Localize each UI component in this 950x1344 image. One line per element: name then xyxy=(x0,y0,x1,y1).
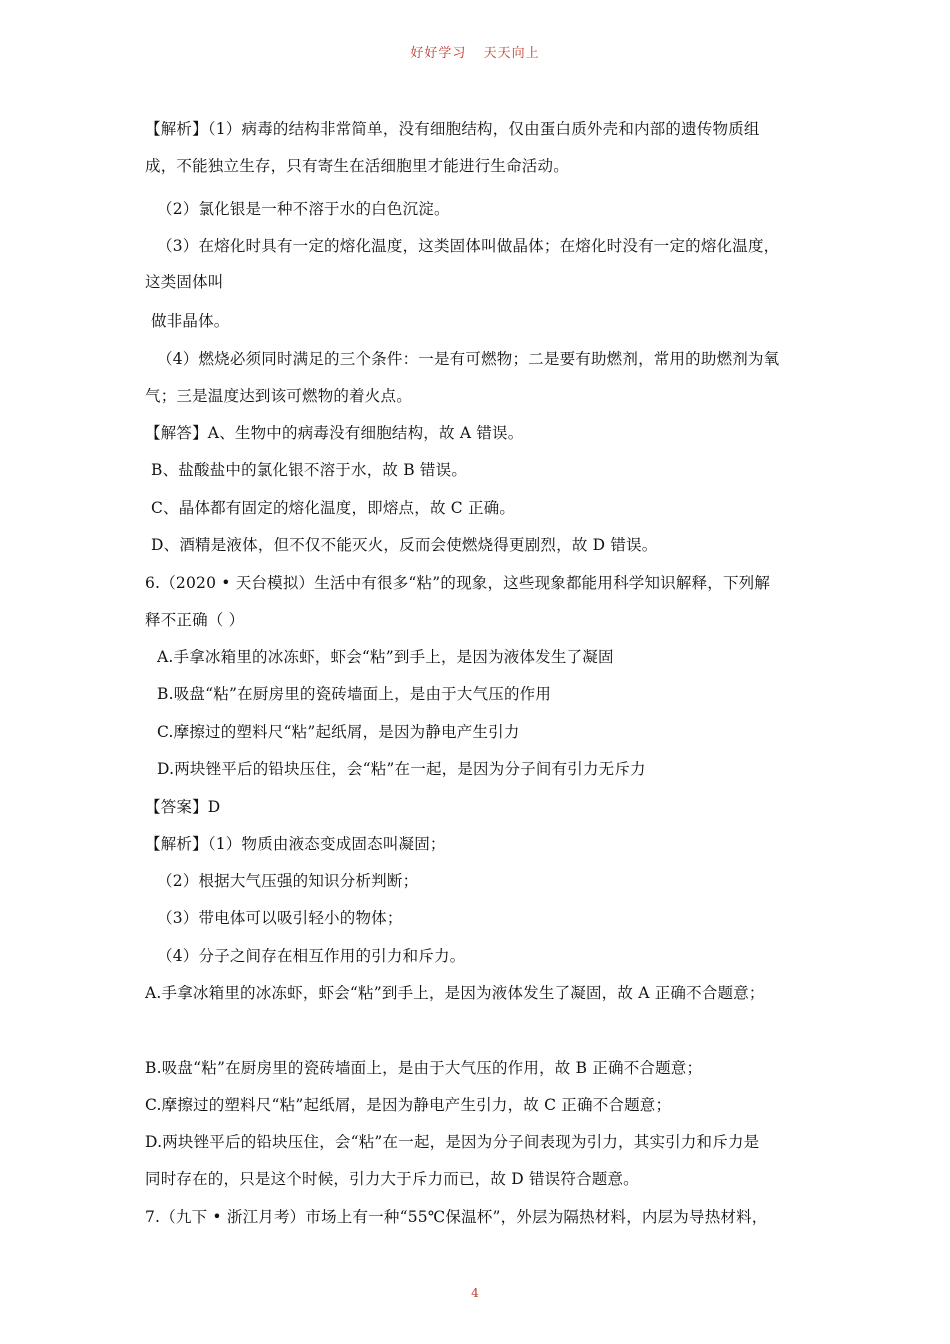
answer-line: 【答案】D xyxy=(145,798,221,816)
text-line: （2）氯化银是一种不溶于水的白色沉淀。 xyxy=(157,200,450,218)
question-6-line: 释不正确（ ） xyxy=(145,611,245,629)
text-line: 【解析】（1）病毒的结构非常简单，没有细胞结构，仅由蛋白质外壳和内部的遗传物质组 xyxy=(145,120,760,138)
text-line: D、酒精是液体，但不仅不能灭火，反而会使燃烧得更剧烈，故 D 错误。 xyxy=(151,536,658,554)
option-d: D.两块锉平后的铅块压住，会“粘”在一起，是因为分子间有引力无斥力 xyxy=(157,760,646,778)
option-c: C.摩擦过的塑料尺“粘”起纸屑，是因为静电产生引力 xyxy=(157,723,520,741)
text-line: 这类固体叫 xyxy=(145,273,224,291)
header-right-text: 天天向上 xyxy=(483,46,540,61)
text-line: （3）带电体可以吸引轻小的物体； xyxy=(157,909,403,927)
text-line: 同时存在的，只是这个时候，引力大于斥力而已，故 D 错误符合题意。 xyxy=(145,1170,639,1188)
text-line: 气；三是温度达到该可燃物的着火点。 xyxy=(145,387,412,405)
text-line: （3）在熔化时具有一定的熔化温度，这类固体叫做晶体；在熔化时没有一定的熔化温度， xyxy=(157,237,780,255)
text-line: B、盐酸盐中的氯化银不溶于水，故 B 错误。 xyxy=(151,461,468,479)
text-line: 【解答】A、生物中的病毒没有细胞结构，故 A 错误。 xyxy=(145,424,524,442)
text-line: 【解析】（1）物质由液态变成固态叫凝固； xyxy=(145,835,446,853)
option-b: B.吸盘“粘”在厨房里的瓷砖墙面上，是由于大气压的作用 xyxy=(157,685,552,703)
option-a: A.手拿冰箱里的冰冻虾，虾会“粘”到手上，是因为液体发生了凝固 xyxy=(157,648,614,666)
page-number: 4 xyxy=(471,1286,479,1300)
text-line: （4）燃烧必须同时满足的三个条件：一是有可燃物；二是要有助燃剂，常用的助燃剂为氧 xyxy=(157,350,780,368)
page-header xyxy=(0,42,950,61)
header-left-text: 好好学习 xyxy=(410,46,467,61)
text-line: （2）根据大气压强的知识分析判断； xyxy=(157,872,419,890)
text-line: A.手拿冰箱里的冰冻虾，虾会“粘”到手上，是因为液体发生了凝固，故 A 正确不合题意； xyxy=(145,984,765,1002)
text-line: C.摩擦过的塑料尺“粘”起纸屑，是因为静电产生引力，故 C 正确不合题意； xyxy=(145,1096,672,1114)
text-line: 成，不能独立生存，只有寄生在活细胞里才能进行生命活动。 xyxy=(145,157,569,175)
text-line: 做非晶体。 xyxy=(151,312,230,330)
question-7-line: 7.（九下 • 浙江月考）市场上有一种“55℃保温杯”，外层为隔热材料，内层为导热材料， xyxy=(145,1208,768,1226)
text-line: C、晶体都有固定的熔化温度，即熔点，故 C 正确。 xyxy=(151,499,516,517)
text-line: B.吸盘“粘”在厨房里的瓷砖墙面上，是由于大气压的作用，故 B 正确不合题意； xyxy=(145,1059,703,1077)
question-6-line: 6.（2020 • 天台模拟）生活中有很多“粘”的现象，这些现象都能用科学知识解释，下列解 xyxy=(145,574,771,592)
text-line: D.两块锉平后的铅块压住，会“粘”在一起，是因为分子间表现为引力，其实引力和斥力是 xyxy=(145,1133,760,1151)
text-line: （4）分子之间存在相互作用的引力和斥力。 xyxy=(157,947,466,965)
